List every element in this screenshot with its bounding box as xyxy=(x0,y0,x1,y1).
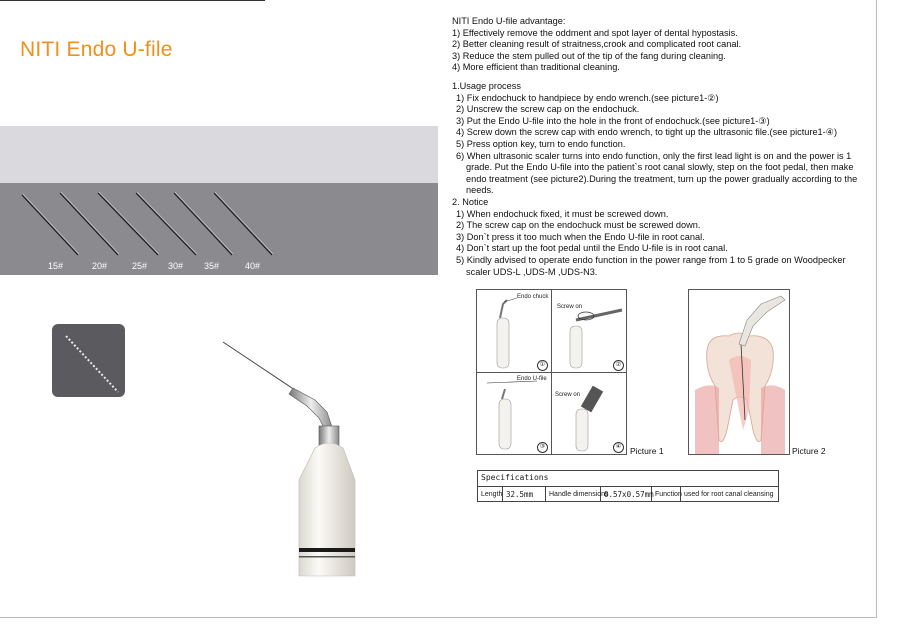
advantage-item: 3) Reduce the stem pulled out of the tip of the fang during cleaning. xyxy=(452,50,726,61)
number-1: ① xyxy=(537,360,548,371)
notice-item: 5) Kindly advised to operate endo function in the power range from 1 to 5 grade on Woodpecker xyxy=(456,254,846,265)
specifications-title: Specifications xyxy=(478,471,778,487)
function-value: used for root canal cleansing xyxy=(684,490,774,498)
size-label-35: 35# xyxy=(204,261,220,271)
label-endo-chuck: Endo chuck xyxy=(517,294,549,300)
banner-light xyxy=(0,126,438,183)
notice-heading: 2. Notice xyxy=(452,196,489,207)
number-3: ③ xyxy=(537,442,548,453)
usage-item: 3) Put the Endo U-file into the hole in the front of endochuck.(see picture1-③) xyxy=(456,115,770,126)
usage-item: 2) Unscrew the screw cap on the endochuck. xyxy=(456,104,640,115)
handpiece-image xyxy=(215,330,395,580)
length-value: 32.5mm xyxy=(503,487,546,501)
picture1-caption: Picture 1 xyxy=(630,446,664,456)
handle-value: 0.57x0.57mm xyxy=(601,487,652,501)
label-screw-on-2: Screw on xyxy=(555,392,581,398)
usage-item: 4) Screw down the screw cap with endo wrench, to tight up the ultrasonic file.(see picture1-④) xyxy=(456,127,838,138)
specifications-row xyxy=(478,487,778,501)
notice-item: 4) Don`t start up the foot pedal until the Endo U-file is in root canal. xyxy=(456,243,728,254)
usage-item: 5) Press option key, turn to endo function. xyxy=(456,138,626,149)
label-endo-u-file: Endo U-file xyxy=(517,376,547,382)
file-25-image xyxy=(98,193,158,255)
picture2-caption: Picture 2 xyxy=(792,446,826,456)
usage-heading: 1.Usage process xyxy=(452,81,521,91)
advantage-item: 2) Better cleaning result of straitness,crook and complicated root canal. xyxy=(452,39,742,50)
usage-item-continued: endo treatment (see picture2).During the treatment, turn up the power gradually according to the xyxy=(466,173,858,184)
usage-item-continued: grade. Put the Endo U-file into the patient`s root canal slowly, step on the foot pedal, then make xyxy=(466,162,854,173)
notice-item: 1) When endochuck fixed, it must be screwed down. xyxy=(456,208,669,219)
size-label-25: 25# xyxy=(132,261,148,271)
size-label-30: 30# xyxy=(168,261,184,271)
file-closeup-thumbnail xyxy=(52,324,125,397)
size-label-20: 20# xyxy=(92,261,108,271)
size-label-15: 15# xyxy=(48,261,64,271)
picture1-figure xyxy=(476,289,627,455)
notice-item: 2) The screw cap on the endochuck must be screwed down. xyxy=(456,220,701,231)
length-label: Length xyxy=(478,487,503,501)
usage-notice-section xyxy=(452,81,857,278)
size-label-40: 40# xyxy=(245,261,261,271)
notice-item: 3) Don`t press it too much when the Endo U-file in root canal. xyxy=(456,231,705,242)
top-rule xyxy=(0,0,265,1)
usage-item: 1) Fix endochuck to handpiece by endo wrench.(see picture1-②) xyxy=(456,92,719,103)
specifications-table xyxy=(477,470,779,502)
function-label: Function xyxy=(652,487,681,501)
notice-item-continued: scaler UDS-L ,UDS-M ,UDS-N3. xyxy=(466,266,598,277)
advantage-heading: NITI Endo U-file advantage: xyxy=(452,16,566,26)
advantage-section xyxy=(452,16,741,74)
advantage-item: 1) Effectively remove the oddment and spot layer of dental hypostasis. xyxy=(452,27,738,38)
advantage-item: 4) More efficient than traditional cleaning. xyxy=(452,62,620,73)
number-4: ④ xyxy=(613,442,624,453)
handle-label: Handle dimensions xyxy=(546,487,601,501)
number-2: ② xyxy=(613,360,624,371)
label-screw-on-1: Screw on xyxy=(557,304,583,310)
page-title: NITI Endo U-file xyxy=(20,38,173,61)
usage-item: 6) When ultrasonic scaler turns into endo function, only the first lead light is on and the power is 1 xyxy=(456,150,852,161)
picture2-figure xyxy=(688,289,790,455)
file-30-image xyxy=(136,193,196,255)
tooth-treatment-image xyxy=(689,290,789,454)
usage-item-continued: needs. xyxy=(466,185,494,196)
